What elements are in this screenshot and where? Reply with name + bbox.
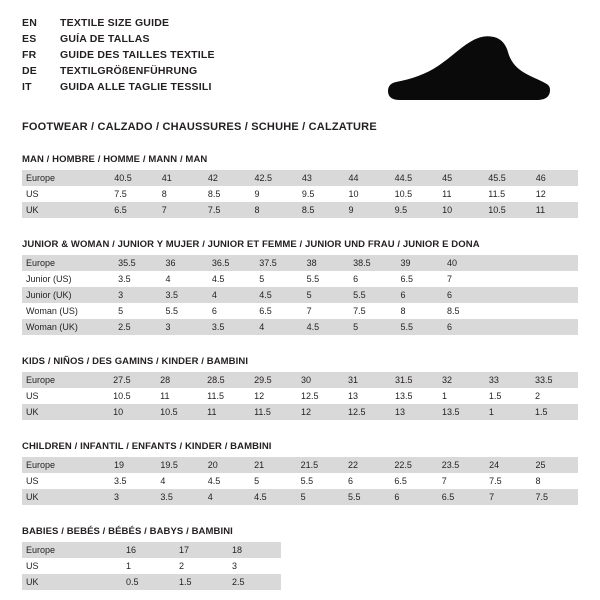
cell: 6 bbox=[344, 473, 390, 489]
cell: 4.5 bbox=[255, 287, 302, 303]
cell: 6 bbox=[443, 287, 489, 303]
cell: 38.5 bbox=[349, 255, 396, 271]
cell: 25 bbox=[532, 457, 578, 473]
cell: 6.5 bbox=[255, 303, 302, 319]
cell: 4.5 bbox=[204, 473, 250, 489]
cell: 5 bbox=[255, 271, 302, 287]
cell: 6.5 bbox=[110, 202, 157, 218]
cell: 33.5 bbox=[531, 372, 578, 388]
cell bbox=[489, 287, 533, 303]
cell: 1 bbox=[485, 404, 531, 420]
cell: 1 bbox=[122, 558, 175, 574]
cell: 9 bbox=[250, 186, 297, 202]
cell: 6 bbox=[443, 319, 489, 335]
cell: 3 bbox=[114, 287, 161, 303]
table-row bbox=[22, 542, 281, 558]
cell: 13.5 bbox=[391, 388, 438, 404]
cell: 9.5 bbox=[391, 202, 438, 218]
cell: 4 bbox=[208, 287, 255, 303]
cell: 0.5 bbox=[122, 574, 175, 590]
cell: 1.5 bbox=[531, 404, 578, 420]
cell: 5.5 bbox=[303, 271, 349, 287]
cell: 43 bbox=[298, 170, 345, 186]
cell: 11.5 bbox=[484, 186, 531, 202]
cell: 6 bbox=[390, 489, 437, 505]
cell bbox=[489, 319, 533, 335]
header bbox=[22, 16, 578, 107]
group-children bbox=[22, 441, 578, 505]
cell: 39 bbox=[396, 255, 442, 271]
cell bbox=[489, 303, 533, 319]
cell: 8 bbox=[532, 473, 578, 489]
table-row bbox=[22, 457, 578, 473]
cell: 8.5 bbox=[204, 186, 251, 202]
cell bbox=[534, 319, 578, 335]
row-label: Europe bbox=[22, 255, 114, 271]
cell: 2 bbox=[531, 388, 578, 404]
cell: 4 bbox=[204, 489, 250, 505]
cell: 3 bbox=[161, 319, 207, 335]
cell: 21 bbox=[250, 457, 296, 473]
cell: 7.5 bbox=[349, 303, 396, 319]
cell: 16 bbox=[122, 542, 175, 558]
cell: 37.5 bbox=[255, 255, 302, 271]
cell: 24 bbox=[485, 457, 531, 473]
language-title: TEXTILGRÖßENFÜHRUNG bbox=[60, 65, 198, 77]
cell: 12.5 bbox=[297, 388, 344, 404]
language-code: EN bbox=[22, 17, 37, 29]
cell: 13 bbox=[344, 388, 391, 404]
group-babies bbox=[22, 526, 578, 590]
cell: 3.5 bbox=[114, 271, 161, 287]
row-label: Woman (UK) bbox=[22, 319, 114, 335]
table-row bbox=[22, 473, 578, 489]
cell: 6.5 bbox=[390, 473, 437, 489]
cell: 7 bbox=[485, 489, 531, 505]
table-row bbox=[22, 372, 578, 388]
table-row bbox=[22, 489, 578, 505]
cell: 7 bbox=[443, 271, 489, 287]
cell: 5.5 bbox=[297, 473, 344, 489]
cell: 4 bbox=[255, 319, 302, 335]
cell: 10.5 bbox=[391, 186, 438, 202]
cell: 5 bbox=[297, 489, 344, 505]
row-label: US bbox=[22, 388, 109, 404]
language-row bbox=[22, 64, 215, 79]
cell: 45 bbox=[438, 170, 484, 186]
cell: 4 bbox=[161, 271, 207, 287]
cell: 10.5 bbox=[156, 404, 203, 420]
group-title: CHILDREN / INFANTIL / ENFANTS / KINDER / BAMBINI bbox=[22, 441, 272, 452]
cell: 12 bbox=[250, 388, 297, 404]
cell: 8.5 bbox=[443, 303, 489, 319]
cell: 8 bbox=[396, 303, 442, 319]
cell bbox=[534, 303, 578, 319]
cell: 11.5 bbox=[203, 388, 250, 404]
cell: 7 bbox=[158, 202, 204, 218]
cell: 9.5 bbox=[298, 186, 345, 202]
cell: 7.5 bbox=[532, 489, 578, 505]
row-label: US bbox=[22, 186, 110, 202]
cell: 7.5 bbox=[110, 186, 157, 202]
cell: 28 bbox=[156, 372, 203, 388]
cell: 10.5 bbox=[484, 202, 531, 218]
cell: 13 bbox=[391, 404, 438, 420]
cell: 4 bbox=[156, 473, 203, 489]
cell: 3 bbox=[228, 558, 281, 574]
cell: 35.5 bbox=[114, 255, 161, 271]
row-label: Europe bbox=[22, 372, 109, 388]
cell: 3.5 bbox=[208, 319, 255, 335]
cell: 3.5 bbox=[161, 287, 207, 303]
cell: 32 bbox=[438, 372, 485, 388]
cell: 3.5 bbox=[156, 489, 203, 505]
cell: 5.5 bbox=[396, 319, 442, 335]
size-table-man bbox=[22, 170, 578, 218]
cell: 29.5 bbox=[250, 372, 297, 388]
row-label: US bbox=[22, 473, 110, 489]
cell: 5 bbox=[303, 287, 349, 303]
cell: 10 bbox=[345, 186, 391, 202]
cell: 13.5 bbox=[438, 404, 485, 420]
cell: 46 bbox=[532, 170, 578, 186]
cell: 6.5 bbox=[396, 271, 442, 287]
cell: 45.5 bbox=[484, 170, 531, 186]
cell: 10 bbox=[109, 404, 156, 420]
row-label: UK bbox=[22, 202, 110, 218]
cell: 8.5 bbox=[298, 202, 345, 218]
row-label: Junior (US) bbox=[22, 271, 114, 287]
language-code: DE bbox=[22, 65, 37, 77]
cell bbox=[489, 271, 533, 287]
cell: 31.5 bbox=[391, 372, 438, 388]
size-table-junior-woman bbox=[22, 255, 578, 335]
cell: 36.5 bbox=[208, 255, 255, 271]
cell: 11 bbox=[532, 202, 578, 218]
cell: 33 bbox=[485, 372, 531, 388]
language-code: FR bbox=[22, 49, 37, 61]
table-row bbox=[22, 271, 578, 287]
row-label: UK bbox=[22, 574, 122, 590]
cell: 5 bbox=[349, 319, 396, 335]
language-title: TEXTILE SIZE GUIDE bbox=[60, 17, 170, 29]
group-title: KIDS / NIÑOS / DES GAMINS / KINDER / BAMBINI bbox=[22, 356, 249, 367]
cell: 1.5 bbox=[175, 574, 228, 590]
cell: 1.5 bbox=[485, 388, 531, 404]
table-row bbox=[22, 319, 578, 335]
row-label: Europe bbox=[22, 542, 122, 558]
table-row bbox=[22, 574, 281, 590]
cell: 4.5 bbox=[208, 271, 255, 287]
cell: 7.5 bbox=[204, 202, 251, 218]
language-row bbox=[22, 48, 215, 63]
cell: 19 bbox=[110, 457, 156, 473]
group-kids bbox=[22, 356, 578, 420]
cell: 2.5 bbox=[114, 319, 161, 335]
size-table-children bbox=[22, 457, 578, 505]
cell: 11 bbox=[438, 186, 484, 202]
cell: 18 bbox=[228, 542, 281, 558]
cell: 7 bbox=[303, 303, 349, 319]
group-junior-woman bbox=[22, 239, 578, 335]
size-table-babies bbox=[22, 542, 281, 590]
row-label: US bbox=[22, 558, 122, 574]
group-man bbox=[22, 154, 578, 218]
cell: 9 bbox=[345, 202, 391, 218]
cell: 10.5 bbox=[109, 388, 156, 404]
table-row bbox=[22, 287, 578, 303]
row-label: UK bbox=[22, 404, 109, 420]
page-title: FOOTWEAR / CALZADO / CHAUSSURES / SCHUHE / CALZATURE bbox=[22, 121, 377, 133]
table-row bbox=[22, 388, 578, 404]
cell: 30 bbox=[297, 372, 344, 388]
cell: 6.5 bbox=[438, 489, 485, 505]
cell: 7.5 bbox=[485, 473, 531, 489]
cell: 42.5 bbox=[250, 170, 297, 186]
cell: 7 bbox=[438, 473, 485, 489]
dress-shoe-icon bbox=[382, 32, 552, 107]
row-label: Woman (US) bbox=[22, 303, 114, 319]
cell bbox=[489, 255, 533, 271]
cell: 20 bbox=[204, 457, 250, 473]
cell: 40.5 bbox=[110, 170, 157, 186]
language-code: IT bbox=[22, 81, 32, 93]
table-row bbox=[22, 186, 578, 202]
group-title: BABIES / BEBÉS / BÉBÉS / BABYS / BAMBINI bbox=[22, 526, 233, 537]
group-title: MAN / HOMBRE / HOMME / MANN / MAN bbox=[22, 154, 208, 165]
cell: 44.5 bbox=[391, 170, 438, 186]
table-row bbox=[22, 255, 578, 271]
language-list bbox=[22, 16, 215, 95]
language-code: ES bbox=[22, 33, 37, 45]
cell: 21.5 bbox=[297, 457, 344, 473]
cell bbox=[534, 255, 578, 271]
cell: 40 bbox=[443, 255, 489, 271]
cell: 5.5 bbox=[161, 303, 207, 319]
cell: 41 bbox=[158, 170, 204, 186]
cell: 38 bbox=[303, 255, 349, 271]
cell: 17 bbox=[175, 542, 228, 558]
cell: 12.5 bbox=[344, 404, 391, 420]
cell: 2 bbox=[175, 558, 228, 574]
cell bbox=[534, 287, 578, 303]
cell: 3.5 bbox=[110, 473, 156, 489]
table-row bbox=[22, 202, 578, 218]
row-label: UK bbox=[22, 489, 110, 505]
language-title: GUIDE DES TAILLES TEXTILE bbox=[60, 49, 215, 61]
cell: 6 bbox=[396, 287, 442, 303]
language-title: GUIDA ALLE TAGLIE TESSILI bbox=[60, 81, 212, 93]
cell: 42 bbox=[204, 170, 251, 186]
cell: 3 bbox=[110, 489, 156, 505]
cell: 19.5 bbox=[156, 457, 203, 473]
cell: 11 bbox=[203, 404, 250, 420]
cell bbox=[534, 271, 578, 287]
cell: 5 bbox=[114, 303, 161, 319]
cell: 6 bbox=[349, 271, 396, 287]
language-row bbox=[22, 32, 215, 47]
cell: 5 bbox=[250, 473, 296, 489]
cell: 11 bbox=[156, 388, 203, 404]
row-label: Junior (UK) bbox=[22, 287, 114, 303]
cell: 1 bbox=[438, 388, 485, 404]
cell: 8 bbox=[250, 202, 297, 218]
group-title: JUNIOR & WOMAN / JUNIOR Y MUJER / JUNIOR ET FEMME / JUNIOR UND FRAU / JUNIOR E DONA bbox=[22, 239, 480, 250]
table-row bbox=[22, 303, 578, 319]
cell: 11.5 bbox=[250, 404, 297, 420]
cell: 4.5 bbox=[303, 319, 349, 335]
cell: 36 bbox=[161, 255, 207, 271]
cell: 4.5 bbox=[250, 489, 296, 505]
cell: 44 bbox=[345, 170, 391, 186]
cell: 23.5 bbox=[438, 457, 485, 473]
cell: 2.5 bbox=[228, 574, 281, 590]
cell: 6 bbox=[208, 303, 255, 319]
cell: 31 bbox=[344, 372, 391, 388]
cell: 22 bbox=[344, 457, 390, 473]
row-label: Europe bbox=[22, 457, 110, 473]
cell: 28.5 bbox=[203, 372, 250, 388]
cell: 5.5 bbox=[349, 287, 396, 303]
cell: 10 bbox=[438, 202, 484, 218]
cell: 22.5 bbox=[390, 457, 437, 473]
language-row bbox=[22, 80, 215, 95]
language-row bbox=[22, 16, 215, 31]
table-row bbox=[22, 404, 578, 420]
language-title: GUÍA DE TALLAS bbox=[60, 33, 150, 45]
cell: 5.5 bbox=[344, 489, 390, 505]
cell: 12 bbox=[297, 404, 344, 420]
table-row bbox=[22, 558, 281, 574]
table-row bbox=[22, 170, 578, 186]
cell: 8 bbox=[158, 186, 204, 202]
size-table-kids bbox=[22, 372, 578, 420]
row-label: Europe bbox=[22, 170, 110, 186]
cell: 27.5 bbox=[109, 372, 156, 388]
cell: 12 bbox=[532, 186, 578, 202]
